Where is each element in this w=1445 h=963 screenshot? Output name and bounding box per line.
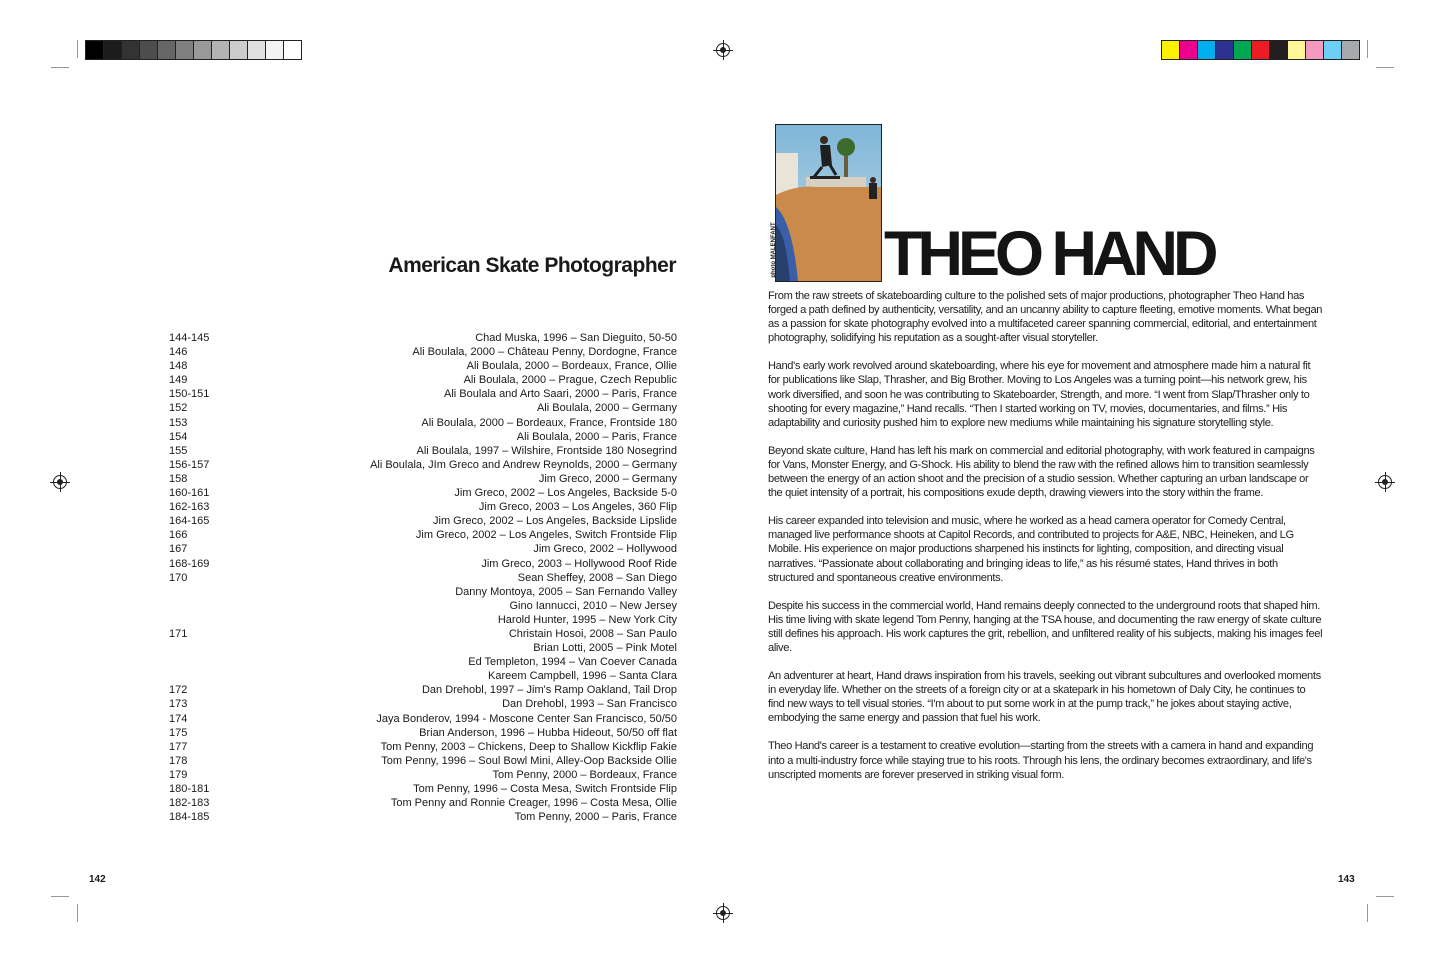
credit-description: Brian Lotti, 2005 – Pink Motel	[533, 642, 677, 655]
credit-page-range: 154	[169, 430, 188, 443]
grayscale-color-bar	[85, 40, 302, 60]
credit-page-range: 155	[169, 444, 188, 457]
credit-page-range: 166	[169, 529, 188, 542]
crop-mark	[77, 40, 78, 58]
photo-credit-list	[169, 331, 677, 824]
credit-description: Ali Boulala, 2000 – Bordeaux, France, Ollie	[466, 360, 677, 373]
credit-row	[169, 458, 677, 472]
credit-description: Gino Iannucci, 2010 – New Jersey	[509, 599, 677, 612]
color-swatch	[1162, 41, 1180, 59]
registration-mark-right	[1378, 475, 1392, 489]
credit-row	[169, 373, 677, 387]
credit-description: Jim Greco, 2002 – Los Angeles, Switch Frontside Flip	[415, 529, 677, 542]
credit-row	[169, 712, 677, 726]
credit-description: Christain Hosoi, 2008 – San Paulo	[508, 627, 677, 640]
credit-page-range: 170	[169, 571, 188, 584]
credit-row	[169, 345, 677, 359]
color-swatch	[1234, 41, 1252, 59]
credit-description: Ali Boulala, JIm Greco and Andrew Reynolds, 2000 – Germany	[370, 458, 677, 471]
credit-row	[169, 557, 677, 571]
credit-page-range: 158	[169, 472, 188, 485]
credit-page-range: 160-161	[169, 487, 210, 500]
crop-mark	[1376, 896, 1394, 897]
credit-page-range: 179	[169, 768, 188, 781]
credit-description: Ali Boulala, 2000 – Paris, France	[516, 430, 677, 443]
credit-description: Tom Penny, 1996 – Costa Mesa, Switch Frontside Flip	[413, 783, 677, 795]
credit-page-range: 162-163	[169, 501, 210, 514]
crop-mark	[1367, 904, 1368, 922]
registration-mark-bottom	[716, 906, 730, 920]
credit-page-range: 182-183	[169, 797, 210, 810]
credit-row	[169, 613, 677, 627]
credit-page-range: 184-185	[169, 811, 210, 824]
registration-mark-top	[716, 43, 730, 57]
body-paragraph: Theo Hand's career is a testament to creative evolution—starting from the streets with a camera in hand and expanding into a multi-industry force while staying true to his roots. Through his lens, the ordinary becomes extraordinary, and life's unscripted moments are forever preserved in striking visual form.	[768, 740, 1314, 781]
color-swatch	[86, 41, 104, 59]
credit-page-range: 172	[169, 684, 188, 697]
color-swatch	[1252, 41, 1270, 59]
credit-page-range: 153	[169, 416, 188, 429]
credit-description: Ali Boulala, 2000 – Germany	[536, 402, 677, 415]
credit-page-range: 168-169	[169, 557, 210, 570]
credit-page-range: 146	[169, 346, 188, 359]
color-swatch	[1324, 41, 1342, 59]
credit-description: Ali Boulala and Arto Saari, 2000 – Paris, France	[444, 388, 677, 401]
credit-row	[169, 500, 677, 514]
color-swatch	[122, 41, 140, 59]
credit-description: Jim Greco, 2002 – Hollywood	[533, 543, 677, 556]
crop-mark	[1367, 40, 1368, 58]
credit-row	[169, 669, 677, 683]
credit-page-range: 149	[169, 374, 188, 387]
credit-page-range: 164-165	[169, 515, 210, 528]
credit-row	[169, 627, 677, 641]
skate-photo	[775, 124, 882, 282]
credit-description: Jim Greco, 2002 – Los Angeles, Backside 5-0	[454, 487, 677, 500]
credit-description: Tom Penny, 2000 – Paris, France	[514, 811, 677, 824]
crop-mark	[51, 67, 69, 68]
credit-page-range: 175	[169, 726, 188, 739]
color-swatch	[158, 41, 176, 59]
credit-row	[169, 754, 677, 768]
credit-row	[169, 810, 677, 824]
crop-mark	[51, 896, 69, 897]
color-swatch	[1342, 41, 1359, 59]
credit-description: Brian Anderson, 1996 – Hubba Hideout, 50/50 off flat	[419, 726, 677, 739]
credit-row	[169, 585, 677, 599]
credit-description: Kareem Campbell, 1996 – Santa Clara	[488, 670, 677, 683]
crop-mark	[1376, 67, 1394, 68]
credit-row	[169, 472, 677, 486]
credit-page-range: 171	[169, 627, 188, 640]
page-subtitle: American Skate Photographer	[388, 254, 676, 277]
color-swatch	[1180, 41, 1198, 59]
credit-page-range: 156-157	[169, 458, 210, 471]
article-title: THEO HAND	[884, 219, 1214, 289]
credit-description: Dan Drehobl, 1997 – Jim's Ramp Oakland, Tail Drop	[421, 684, 677, 697]
credit-description: Tom Penny, 1996 – Soul Bowl Mini, Alley-Oop Backside Ollie	[381, 754, 677, 767]
credit-row	[169, 655, 677, 669]
color-swatch	[284, 41, 301, 59]
credit-page-range: 174	[169, 712, 188, 725]
credit-page-range: 150-151	[169, 388, 210, 401]
credit-row	[169, 387, 677, 401]
credit-description: Ali Boulala, 1997 – Wilshire, Frontside 180 Nosegrind	[416, 444, 677, 457]
credit-page-range: 177	[169, 740, 188, 753]
color-swatch	[230, 41, 248, 59]
credit-row	[169, 641, 677, 655]
credit-description: Jim Greco, 2003 – Hollywood Roof Ride	[481, 557, 677, 570]
credit-description: Chad Muska, 1996 – San Dieguito, 50-50	[475, 332, 677, 344]
credit-row	[169, 740, 677, 754]
skate-photo-image	[776, 125, 881, 281]
credit-page-range: 178	[169, 754, 188, 767]
credit-row	[169, 514, 677, 528]
color-swatch	[1288, 41, 1306, 59]
credit-row	[169, 768, 677, 782]
credit-page-range: 167	[169, 543, 188, 556]
crop-mark	[77, 904, 78, 922]
credit-page-range: 180-181	[169, 783, 210, 795]
body-paragraph: His career expanded into television and music, where he worked as a head camera operator for Comedy Central, managed live performance shoots at Capitol Records, and contributed to projects for A&E, NBC, Heineken, and LG Mobile. His experience on major productions sharpened his instincts for lighting, composition, and directing visual narratives. “Passionate about collaborating and bringing ideas to life,” as his résumé states, Hand thrives in both structured and spontaneous creative environments.	[768, 515, 1294, 584]
credit-description: Dan Drehobl, 1993 – San Francisco	[502, 698, 677, 711]
body-paragraph: From the raw streets of skateboarding culture to the polished sets of major productions, photographer Theo Hand has forged a path defined by authenticity, versatility, and an uncanny ability to capture fleeting, emotive moments. What began as a passion for skate photography evolved into a multifaceted career spanning commercial, editorial, and entertainment photography, solidifying his reputation as a sought-after visual storyteller.	[768, 290, 1323, 345]
color-swatch	[104, 41, 122, 59]
color-swatch	[1216, 41, 1234, 59]
body-paragraph: Hand's early work revolved around skateboarding, where his eye for movement and atmosphere made him a natural fit for publications like Slap, Thrasher, and Big Brother. Moving to Los Angeles was a turning point—his network grew, his work diversified, and soon he was contributing to Skateboarder, Strength, and more. “I went from Slap/Thrasher only to shooting for every magazine,” Hand recalls. “Then I started working on TV, movies, documentaries, and films.” His adaptability and curiosity pushed him to explore new mediums while maintaining his signature storytelling style.	[768, 360, 1311, 429]
color-swatch	[176, 41, 194, 59]
body-paragraph: An adventurer at heart, Hand draws inspiration from his travels, seeking out vibrant subcultures and overlooked moments in everyday life. Whether on the streets of a foreign city or at a skatepark in his hometown of Daly City, he continues to find new ways to tell visual stories. “I'm about to put some work in at the pump track,” he jokes about staying active, embodying the same energy and passion that fuel his work.	[768, 670, 1321, 725]
page-number-left: 142	[89, 874, 106, 885]
credit-description: Jaya Bonderov, 1994 - Moscone Center San Francisco, 50/50	[376, 712, 677, 725]
color-swatch	[212, 41, 230, 59]
credit-page-range: 148	[169, 360, 188, 373]
credit-description: Ali Boulala, 2000 – Bordeaux, France, Frontside 180	[421, 416, 677, 429]
color-swatch	[1198, 41, 1216, 59]
credit-row	[169, 683, 677, 697]
photo-credit: photo MALENFANT	[771, 222, 777, 278]
color-swatch	[194, 41, 212, 59]
credit-row	[169, 444, 677, 458]
credit-description: Sean Sheffey, 2008 – San Diego	[517, 571, 677, 584]
color-swatch	[1306, 41, 1324, 59]
credit-row	[169, 331, 677, 345]
credit-description: Danny Montoya, 2005 – San Fernando Valley	[455, 585, 677, 598]
credit-row	[169, 782, 677, 796]
credit-page-range: 144-145	[169, 332, 210, 344]
page-number-right: 143	[1338, 874, 1355, 885]
process-color-bar	[1161, 40, 1360, 60]
credit-row	[169, 486, 677, 500]
credit-description: Ali Boulala, 2000 – Prague, Czech Republic	[463, 374, 677, 387]
color-swatch	[140, 41, 158, 59]
credit-page-range: 173	[169, 698, 188, 711]
credit-description: Tom Penny and Ronnie Creager, 1996 – Costa Mesa, Ollie	[390, 797, 677, 810]
color-swatch	[1270, 41, 1288, 59]
credit-row	[169, 359, 677, 373]
credit-row	[169, 430, 677, 444]
article-body	[768, 289, 1323, 796]
credit-row	[169, 599, 677, 613]
credit-row	[169, 796, 677, 810]
credit-description: Tom Penny, 2003 – Chickens, Deep to Shallow Kickflip Fakie	[380, 740, 677, 753]
credit-description: Jim Greco, 2002 – Los Angeles, Backside Lipslide	[433, 515, 677, 528]
credit-row	[169, 571, 677, 585]
credit-description: Ali Boulala, 2000 – Château Penny, Dordogne, France	[412, 346, 677, 359]
credit-row	[169, 697, 677, 711]
credit-description: Jim Greco, 2000 – Germany	[538, 472, 677, 485]
credit-description: Tom Penny, 2000 – Bordeaux, France	[492, 768, 677, 781]
credit-description: Ed Templeton, 1994 – Van Coever Canada	[468, 656, 677, 669]
body-paragraph: Beyond skate culture, Hand has left his mark on commercial and editorial photography, with work featured in campaigns for Vans, Monster Energy, and G-Shock. His ability to blend the raw with the refined allows him to transition seamlessly between the energy of an action shoot and the precision of a studio session. Whether capturing an urban landscape or the quiet intensity of a portrait, his compositions exude depth, drawing viewers into the story within the frame.	[768, 444, 1315, 500]
color-swatch	[266, 41, 284, 59]
credit-page-range: 152	[169, 402, 188, 415]
credit-row	[169, 726, 677, 740]
color-swatch	[248, 41, 266, 59]
credit-description: Harold Hunter, 1995 – New York City	[497, 613, 677, 626]
body-paragraph: Despite his success in the commercial world, Hand remains deeply connected to the underground roots that shaped him. His time living with skate legend Tom Penny, hanging at the TSA house, and documenting the raw energy of skate culture still defines his approach. His work captures the grit, rebellion, and unfiltered reality of his subjects, making his images feel alive.	[768, 599, 1323, 654]
registration-mark-left	[53, 475, 67, 489]
credit-row	[169, 528, 677, 542]
credit-row	[169, 401, 677, 415]
credit-row	[169, 542, 677, 556]
credit-row	[169, 416, 677, 430]
credit-description: Jim Greco, 2003 – Los Angeles, 360 Flip	[478, 501, 677, 514]
